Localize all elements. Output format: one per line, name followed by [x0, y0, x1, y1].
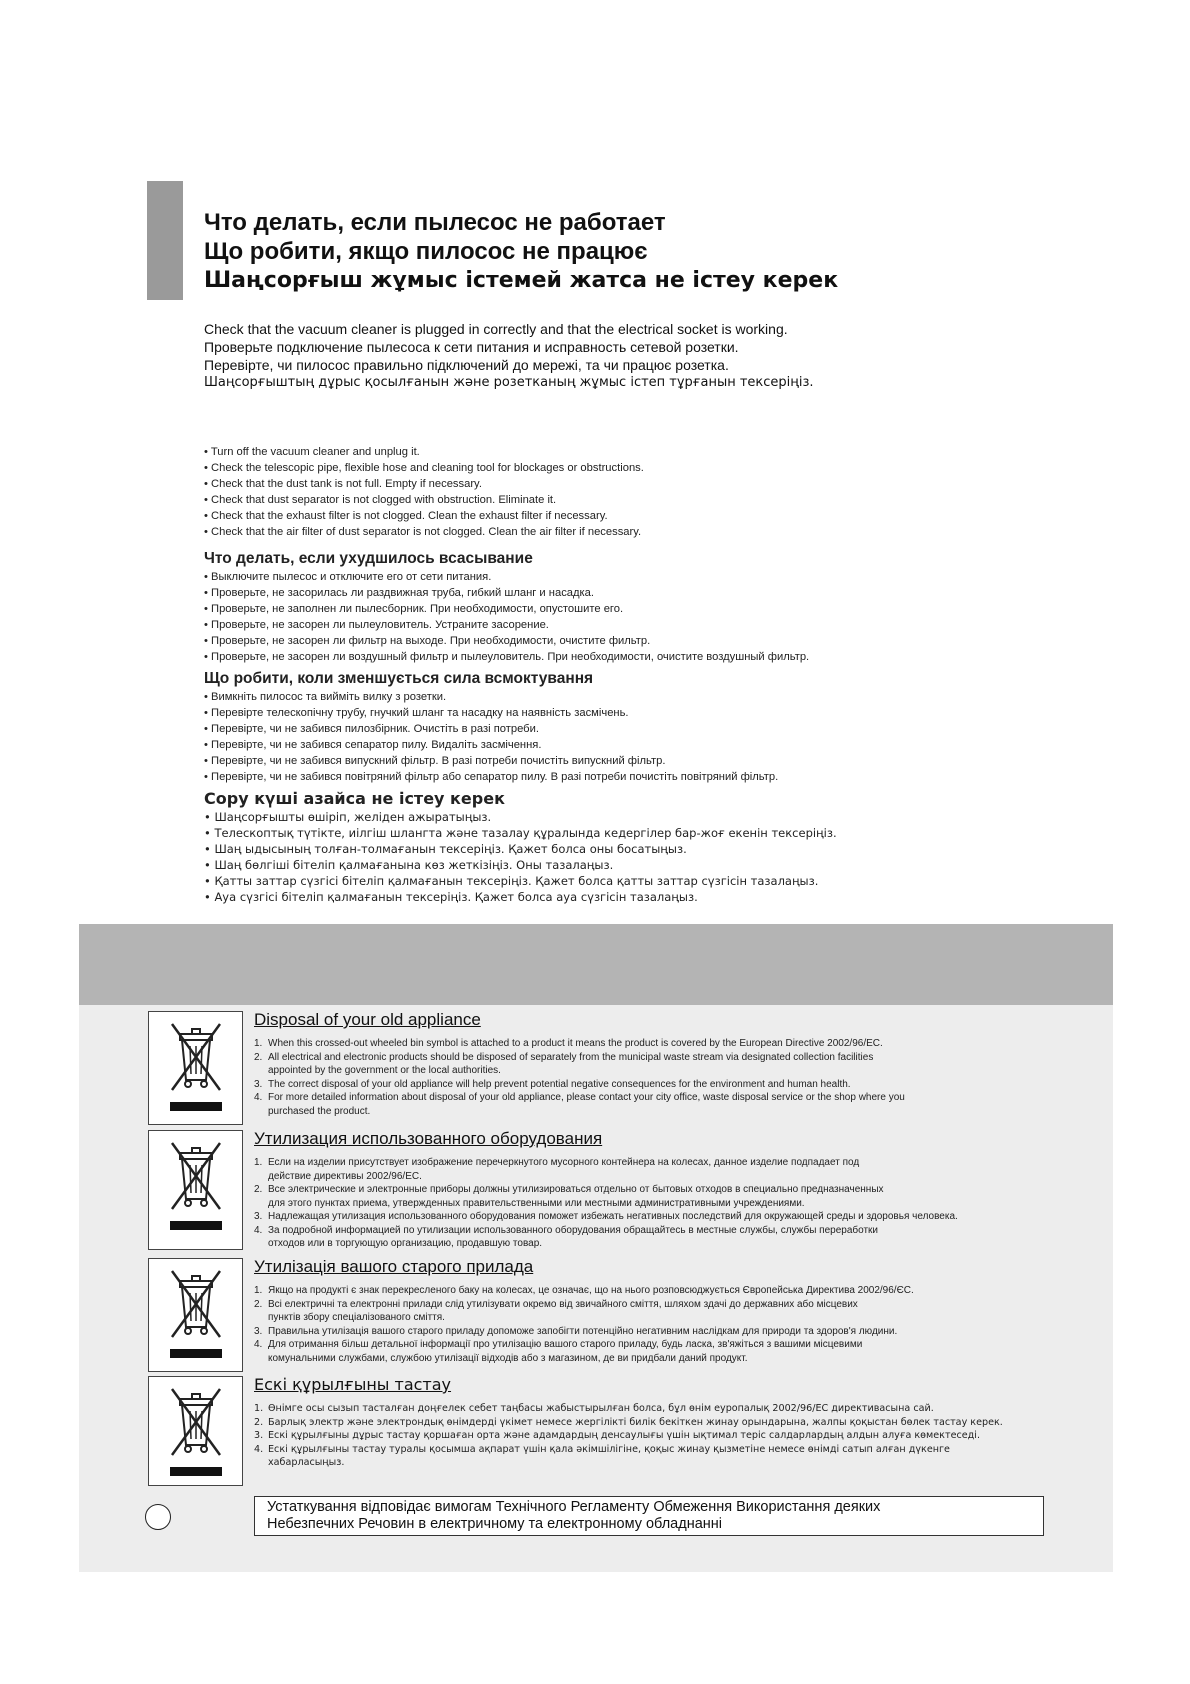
crossed-bin-icon: [166, 1141, 226, 1233]
compliance-notice-line: Небезпечних Речовин в електричному та електронному обладнанні: [267, 1516, 723, 1532]
list-item: • Check the telescopic pipe, flexible hose and cleaning tool for blockages or obstructions.: [204, 462, 644, 474]
list-item: • Телескоптық түтікте, иілгіш шлангта және тазалау құралында кедергілер бар-жоғ екенін тексеріңіз.: [204, 826, 837, 840]
list-item: • Перевірте, чи не забився сепаратор пилу. Видаліть засмічення.: [204, 739, 542, 751]
list-item: • Выключите пылесос и отключите его от сети питания.: [204, 571, 492, 583]
list-item: • Шаңсорғышты өшіріп, желіден ажыратыңыз.: [204, 810, 492, 824]
disposal-title-uk: Утилізація вашого старого прилада: [254, 1257, 534, 1276]
disposal-panel-header: [79, 924, 1113, 1005]
section-title-uk: Що робити, коли зменшується сила всмоктування: [204, 670, 594, 687]
list-item: 4. Для отримання більш детальної інформації про утилізацію вашого старого приладу, будь ласка, зв'яжіться з вашими місцевими комунальними службами, службою утилізації відходів або з магазином, де ви придбали даний продукт.: [254, 1339, 863, 1364]
checklist-ru: [204, 569, 837, 665]
crossed-bin-icon: [166, 1022, 226, 1114]
list-item: 1. When this crossed-out wheeled bin symbol is attached to a product it means the product is covered by the European Directive 2002/96/EC.: [254, 1038, 883, 1049]
list-item: 4. For more detailed information about disposal of your old appliance, please contact your city office, waste disposal service or the shop where you purchased the product.: [254, 1092, 905, 1117]
list-item: • Turn off the vacuum cleaner and unplug it.: [204, 446, 420, 458]
list-item: • Вимкніть пилосос та вийміть вилку з розетки.: [204, 691, 447, 703]
list-item: • Қатты заттар сүзгісі бітеліп қалмағанын тексеріңіз. Қажет болса қатты заттар сүзгісін тазалаңыз.: [204, 874, 819, 888]
section-title-ru: Что делать, если ухудшилось всасывание: [204, 550, 533, 567]
list-item: • Перевірте, чи не забився повітряний фільтр або сепаратор пилу. В разі потреби почистіть повітряний фільтр.: [204, 771, 779, 783]
section-title-kz: Сору күші азайса не істеу керек: [204, 789, 505, 808]
list-item: 1. Если на изделии присутствует изображение перечеркнутого мусорного контейнера на колесах, данное изделие подпадает под действие директивы 2002/96/EC.: [254, 1157, 860, 1182]
weee-bin-icon-box: [148, 1258, 243, 1372]
list-item: • Шаң ыдысының толған-толмағанын тексеріңіз. Қажет болса оны босатыңыз.: [204, 842, 687, 856]
checklist-uk: [204, 689, 837, 785]
list-item: • Проверьте, не заполнен ли пылесборник. При необходимости, опустошите его.: [204, 603, 624, 615]
page-number-circle: [145, 1504, 171, 1530]
page-title-kz: Шаңсорғыш жұмыс істемей жатса не істеу керек: [204, 268, 839, 293]
list-item: 3. Надлежащая утилизация использованного оборудования поможет избежать негативных последствий для окружающей среды и здоровья человека.: [254, 1211, 958, 1222]
page-title-group: [204, 208, 838, 295]
list-item: • Check that the dust tank is not full. Empty if necessary.: [204, 478, 482, 490]
intro-ru: Проверьте подключение пылесоса к сети питания и исправность сетевой розетки.: [204, 339, 739, 355]
list-item: 3. The correct disposal of your old appliance will help prevent potential negative consequences for the environment and human health.: [254, 1078, 851, 1090]
disposal-list-en: [254, 1037, 1054, 1118]
list-item: 3. Правильна утилізація вашого старого приладу допоможе запобігти потенційно негативним наслідкам для природи та здоров'я людини.: [254, 1325, 898, 1337]
list-item: • Check that the exhaust filter is not clogged. Clean the exhaust filter if necessary.: [204, 510, 608, 522]
disposal-list-kz: [254, 1402, 1054, 1470]
troubleshooting-checklists: [204, 444, 837, 905]
intro-paragraph: [204, 320, 814, 392]
list-item: 4. Ескі құрылғыны тастау туралы қосымша ақпарат үшін қала әкімшілігіне, қоқыс жинау қызметіне немесе өнімді сатып алған дүкенге хабарласыңыз.: [254, 1443, 950, 1468]
disposal-list-ru: [254, 1156, 1054, 1251]
disposal-list-uk: [254, 1284, 1054, 1365]
list-item: • Check that the air filter of dust separator is not clogged. Clean the air filter if necessary.: [204, 526, 642, 538]
section-marker-bar: [147, 181, 183, 300]
compliance-notice-line: Устаткування відповідає вимогам Технічного Регламенту Обмеження Використання деяких: [267, 1499, 881, 1515]
list-item: 2. Барлық электр және электрондық өнімдерді үкімет немесе жергілікті билік бекіткен жинау орындарына, жалпы қоқыстан бөлек тастау керек.: [254, 1416, 1003, 1428]
weee-bin-icon-box: [148, 1011, 243, 1125]
list-item: 3. Ескі құрылғыны дұрыс тастау қоршаған орта және адамдардың денсаулығы үшін ықтимал теріс салдарлардың алдын алуға көмектеседі.: [254, 1430, 980, 1441]
checklist-en: [204, 444, 837, 540]
page-title-uk: Що робити, якщо пилосос не працює: [204, 238, 648, 265]
list-item: • Проверьте, не засорен ли фильтр на выходе. При необходимости, очистите фильтр.: [204, 635, 651, 647]
crossed-bin-icon: [166, 1269, 226, 1361]
list-item: 2. Всі електричні та електронні прилади слід утилізувати окремо від звичайного сміття, шляхом здачі до державних або місцевих пунктів збору спеціалізованого сміття.: [254, 1298, 858, 1323]
list-item: • Проверьте, не засорилась ли раздвижная труба, гибкий шланг и насадка.: [204, 587, 595, 599]
list-item: 4. За подробной информацией по утилизации использованного оборудования обращайтесь в местные службы, службы переработки отходов или в торгующую организацию, продавшую товар.: [254, 1224, 879, 1249]
checklist-kz: [204, 809, 837, 905]
list-item: 2. Все электрические и электронные приборы должны утилизироваться отдельно от бытовых отходов в специально предназначенных для этого пунктах приема, утвержденных правительственными или местными административными учреждениями.: [254, 1184, 884, 1209]
list-item: • Шаң бөлгіші бітеліп қалмағанына көз жеткізіңіз. Оны тазалаңыз.: [204, 858, 614, 872]
list-item: • Проверьте, не засорен ли пылеуловитель. Устраните засорение.: [204, 619, 549, 631]
weee-bin-icon-box: [148, 1376, 243, 1486]
list-item: • Перевірте телескопічну трубу, гнучкий шланг та насадку на наявність засмічень.: [204, 707, 629, 719]
list-item: • Перевірте, чи не забився випускний фільтр. В разі потреби почистіть випускний фільтр.: [204, 755, 666, 767]
list-item: • Проверьте, не засорен ли воздушный фильтр и пылеуловитель. При необходимости, очистите воздушный фильтр.: [204, 651, 810, 663]
list-item: • Ауа сүзгісі бітеліп қалмағанын тексеріңіз. Қажет болса ауа сүзгісін тазалаңыз.: [204, 890, 698, 904]
disposal-title-en: Disposal of your old appliance: [254, 1010, 481, 1029]
disposal-title-ru: Утилизация использованного оборудования: [254, 1129, 603, 1148]
list-item: • Check that dust separator is not clogged with obstruction. Eliminate it.: [204, 494, 557, 506]
list-item: 1. Өнімге осы сызып тасталған доңғелек себет таңбасы жабыстырылған болса, бұл өнім еуропалық 2002/96/EC директивасына сай.: [254, 1403, 934, 1414]
intro-uk: Перевірте, чи пилосос правильно підключений до мережі, та чи працює розетка.: [204, 357, 729, 373]
list-item: • Перевірте, чи не забився пилозбірник. Очистіть в разі потреби.: [204, 723, 539, 735]
weee-bin-icon-box: [148, 1130, 243, 1250]
disposal-title-kz: Ескі құрылғыны тастау: [254, 1375, 452, 1394]
list-item: 1. Якщо на продукті є знак перекресленого баку на колесах, це означає, що на нього розповсюджується Європейська Директива 2002/96/ЄС.: [254, 1285, 914, 1296]
crossed-bin-icon: [166, 1387, 226, 1479]
list-item: 2. All electrical and electronic products should be disposed of separately from the municipal waste stream via designated collection facilities appointed by the government or the local authorities.: [254, 1051, 874, 1076]
compliance-notice-box: [254, 1496, 1044, 1536]
intro-kz: Шаңсорғыштың дұрыс қосылғанын және розетканың жұмыс істеп тұрғанын тексеріңіз.: [204, 375, 814, 390]
intro-en: Check that the vacuum cleaner is plugged in correctly and that the electrical socket is working.: [204, 321, 788, 337]
page-title-ru: Что делать, если пылесос не работает: [204, 209, 666, 236]
